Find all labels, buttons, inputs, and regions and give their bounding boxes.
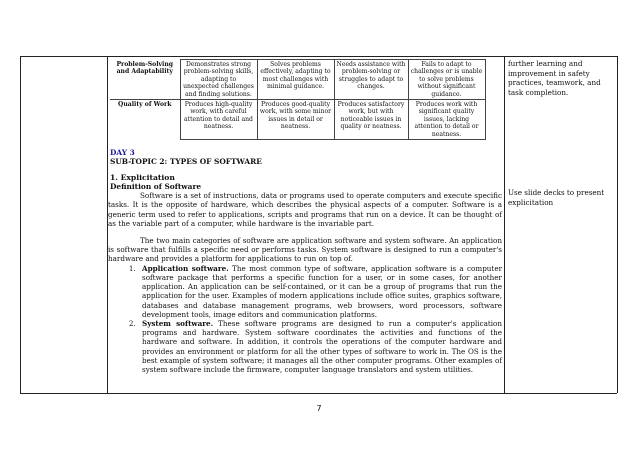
section-heading: 1. Explicitation <box>110 173 175 183</box>
list-item-text: The most common type of software, application software is a computer software package that performs a specific function for a user, or in some cases, for another application. An application can be self-contained, or it can be a group of programs that run the application for the user. Examples of modern applications include office suites, graphics software, databases and database management programs, web browsers, word processors, software development tools, image editors and communication platforms. <box>142 263 503 319</box>
subtopic-heading: SUB-TOPIC 2: TYPES OF SOFTWARE <box>110 157 262 167</box>
rubric-cell: Produces work with significant quality issues, lacking attention to detail or neatness. <box>408 100 485 140</box>
list-item-label: System software. <box>142 318 214 328</box>
list-item-text: These software programs are designed to run a computer's application programs and hardware. System software coordinates the activities and functions of the hardware and software. In addition, it controls the operations of the computer hardware and provides an environment or platform for all the other types of software to work in. The OS is the best example of system software; it manages all the other computer programs. Other examples of system software include the firmware, computer language translators and system utilities. <box>142 318 503 374</box>
main-content <box>110 59 502 374</box>
page-number: 7 <box>316 404 322 413</box>
definition-paragraph: Software is a set of instructions, data or programs used to operate computers and execute specific tasks. It is the opposite of hardware, which describes the physical aspects of a computer. Software is a generic term used to refer to applications, scripts and programs that run on a device. It can be thought of as the variable part of a computer, while hardware is the invariable part. <box>108 191 502 228</box>
rubric-cell: Fails to adapt to challenges or is unable to solve problems without significant guidance. <box>408 60 485 100</box>
rubric-cell: Demonstrates strong problem-solving skills, adapting to unexpected challenges and finding solutions. <box>180 60 257 100</box>
side-column <box>508 59 611 208</box>
table-border-top <box>20 56 617 57</box>
list-item <box>138 319 502 374</box>
table-border-right <box>617 56 618 393</box>
table-border-col-2 <box>504 56 505 393</box>
side-note: further learning and improvement in safety practices, teamwork, and task completion. <box>508 59 601 97</box>
rubric-table <box>110 59 486 140</box>
rubric-criterion: Problem-Solving and Adaptability <box>110 60 180 100</box>
table-row <box>110 60 485 100</box>
software-types-list <box>110 264 502 374</box>
table-row <box>110 100 485 140</box>
rubric-criterion: Quality of Work <box>118 101 172 109</box>
categories-paragraph: The two main categories of software are application software and system software. An application is software that fulfills a specific need or performs tasks. System software is designed to run a computer's hardware and provides a platform for applications to run on top of. <box>108 236 502 264</box>
table-border-left <box>20 56 21 393</box>
list-item-label: Application software. <box>142 263 229 273</box>
list-item <box>138 264 502 319</box>
rubric-cell: Solves problems effectively, adapting to most challenges with minimal guidance. <box>257 60 334 100</box>
rubric-cell: Needs assistance with problem-solving or struggles to adapt to changes. <box>334 60 408 100</box>
day-heading: DAY 3 <box>110 148 135 158</box>
table-border-bottom <box>20 393 617 394</box>
definition-heading: Definition of Software <box>110 182 202 192</box>
rubric-cell: Produces satisfactory work, but with noticeable issues in quality or neatness. <box>334 100 408 140</box>
rubric-cell: Produces high-quality work, with careful attention to detail and neatness. <box>180 100 257 140</box>
rubric-cell: Produces good-quality work, with some minor issues in detail or neatness. <box>257 100 334 140</box>
side-note: Use slide decks to present explicitation <box>508 188 605 207</box>
